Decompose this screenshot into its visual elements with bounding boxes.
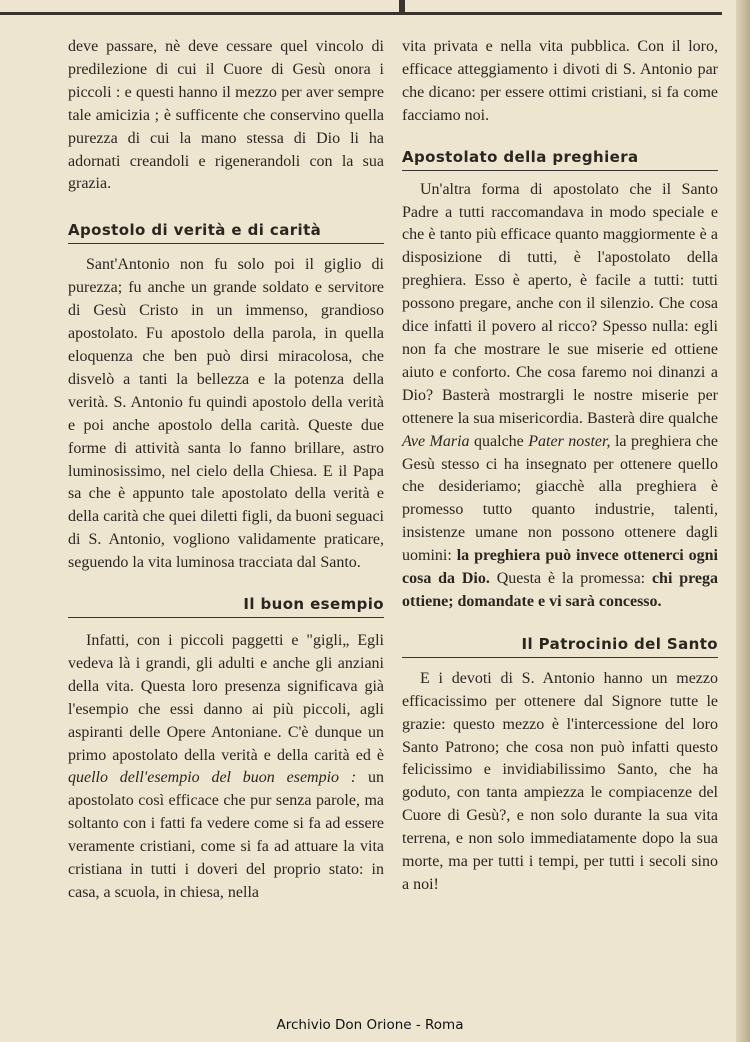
top-rule <box>0 12 722 15</box>
paragraph-preghiera-text-c: la preghiera che Gesù stesso ci ha insegnato per ottenere quello che desideriamo; giacchè alla preghiera è promesso tutto quanto industrie, talenti, insistenze umane non possono ottenere dagli uomini: <box>402 432 719 565</box>
pater-noster-emphasis: Pater noster, <box>528 432 611 450</box>
paragraph-patrocinio <box>402 668 718 897</box>
promise-bold-1: la preghiera può invece ottenerci ogni cosa da Dio. <box>402 547 718 588</box>
paragraph-apostolo-text: Sant'Antonio non fu solo poi il giglio di purezza; fu anche un grande soldato e servitore di Gesù Cristo in un immenso, grandioso apostolato. Fu apostolo della parola, in quella eloquenza che ben può dirsi miracolosa, che disvelò a tanti la bellezza e la potenza della verità. S. Antonio fu quindi apostolo della verità e poi anche apostolo della carità. Queste due forme di attività santa lo fanno brillare, astro luminosissimo, nel cielo della Chiesa. E il Papa sa che è appunto tale apostolato della verità e della carità che quei diletti figli, da buoni seguaci di S. Antonio, vogliono validamente praticare, seguendo la vita luminosa tracciata dal Santo. <box>68 256 384 572</box>
paragraph-preghiera-text-d: Questa è la promessa: <box>496 570 646 588</box>
archive-footer: Archivio Don Orione - Roma <box>276 1017 464 1033</box>
paragraph-preghiera-text-a: Un'altra forma di apostolato che il Santo Padre a tutti raccomandava in modo speciale e che è tanto più efficace quanto maggiormente è a disposizione di tutti, è l'apostolato della preghiera. Esso è aperto, è facile a tutti: tutti possono pregare, anche con il silenzio. Che cosa dice infatti il povero al ricco? Spesso nulla: egli non fa che mostrare le sue miserie ed ottiene aiuto e conforto. Che cosa faremo noi dinanzi a Dio? Basterà mostrargli le nostre miserie per ottenere la sua misericordia. Basterà dire qualche <box>402 180 718 427</box>
paragraph-patrocinio-text: E i devoti di S. Antonio hanno un mezzo efficacissimo per ottenere dal Signore tutte le grazie: questo mezzo è l'intercessione del loro Santo Patrono; che cosa non può infatti questo felicissimo e invidiabilissimo Santo, che ha goduto, con tanta ampiezza le compiacenze del Cuore di Gesù?, e non solo durante la sua vita terrena, e non solo immediatamente dopo la sua morte, ma per tutti i tempi, per tutti i secoli sino a noi! <box>402 669 718 893</box>
promise-bold-2: chi prega ottiene; domandate e vi sarà concesso. <box>402 570 719 610</box>
paragraph-buon-esempio-text-b: un apostolato così efficace che pur senza parole, ma soltanto con i fatti fa vedere come si fa ad essere veramente cristiani, come si fa ad attuare la vita cristiana in tutti i doveri del proprio stato: in casa, a scuola, in chiesa, nella <box>68 769 385 901</box>
paragraph-buon-esempio-emphasis: quello dell'esempio del buon esempio : <box>68 769 357 787</box>
paragraph-preghiera-text-b: qualche <box>474 432 524 450</box>
right-column <box>402 36 718 897</box>
paragraph-buon-esempio <box>68 630 384 905</box>
ave-maria-emphasis: Ave Maria <box>402 432 470 450</box>
left-column <box>68 36 384 905</box>
paragraph-continuation: vita privata e nella vita pubblica. Con il loro, efficace atteggiamento i divoti di S. Antonio par che dicano: per essere ottimi cristiani, si fa come facciamo noi. <box>402 38 718 124</box>
paragraph-intro: deve passare, nè deve cessare quel vincolo di predilezione di cui il Cuore di Gesù onora i piccoli : e questi hanno il mezzo per aver sempre tale amicizia ; è sufficente che conservino quella purezza di cui la mano stessa di Dio li ha adornati creandoli e rigenerandoli con la sua grazia. <box>68 38 384 193</box>
top-rule-tick <box>399 0 405 15</box>
heading-patrocinio-santo: Il Patrocinio del Santo <box>402 634 718 658</box>
heading-buon-esempio: Il buon esempio <box>68 594 384 618</box>
heading-apostolo-verita-carita: Apostolo di verità e di carità <box>68 220 384 244</box>
heading-apostolato-preghiera: Apostolato della preghiera <box>402 147 718 171</box>
paragraph-apostolo <box>68 254 384 575</box>
page-edge <box>736 0 750 1042</box>
paragraph-buon-esempio-text-a: Infatti, con i piccoli paggetti e "gigli„ Egli vedeva là i grandi, gli adulti e anche gli anziani della vita. Questa loro presenza significava già l'esempio che essi danno ai più piccoli, agli aspiranti delle Opere Antoniane. C'è dunque un primo apostolato della verità e della carità ed è <box>68 632 384 764</box>
paragraph-preghiera <box>402 179 718 614</box>
